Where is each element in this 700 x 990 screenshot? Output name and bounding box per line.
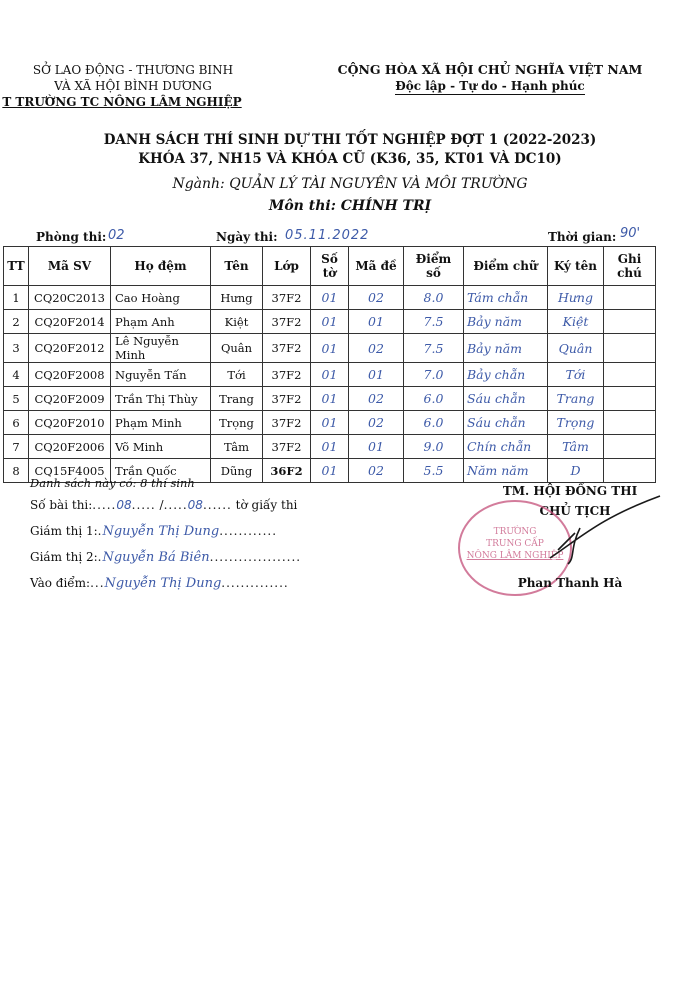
row-ky-ten: Trang — [548, 387, 604, 411]
row-lop: 37F2 — [263, 411, 311, 435]
row-ten: Hưng — [211, 286, 263, 310]
stamp-line-3: NÔNG LÂM NGHIỆP — [466, 551, 564, 561]
row-lop: 37F2 — [263, 286, 311, 310]
table-row — [4, 387, 656, 411]
table-row — [4, 286, 656, 310]
row-diem-chu: Năm năm — [464, 459, 548, 483]
row-diem-so: 6.0 — [404, 411, 464, 435]
room-value: 02 — [108, 228, 125, 243]
row-ten: Tâm — [211, 435, 263, 459]
row-ma-sv: CQ20F2014 — [29, 310, 111, 334]
table-row — [4, 435, 656, 459]
row-ghi-chu — [604, 310, 656, 334]
national-motto-block — [330, 62, 650, 95]
row-lop: 36F2 — [263, 459, 311, 483]
row-ho-dem: Phạm Anh — [111, 310, 211, 334]
row-ma-de: 02 — [349, 286, 404, 310]
proctor-2-line: Giám thị 2:.Nguyễn Bá Biên................... — [30, 550, 302, 565]
row-diem-so: 7.5 — [404, 310, 464, 334]
row-ten: Trọng — [211, 411, 263, 435]
row-ho-dem: Lê Nguyễn Minh — [111, 334, 211, 363]
row-diem-chu: Sáu chẵn — [464, 411, 548, 435]
candidate-table — [3, 246, 656, 483]
signature-title-2: CHỦ TỊCH — [539, 504, 611, 518]
row-ma-de: 01 — [349, 363, 404, 387]
row-lop: 37F2 — [263, 387, 311, 411]
row-ghi-chu — [604, 435, 656, 459]
motto: Độc lập - Tự do - Hạnh phúc — [395, 79, 585, 93]
col-header-lop: Lớp — [263, 247, 311, 286]
date-value: 05.11.2022 — [285, 228, 370, 243]
row-lop: 37F2 — [263, 310, 311, 334]
row-diem-chu: Bảy năm — [464, 334, 548, 363]
doc-title-line-1: DANH SÁCH THÍ SINH DỰ THI TỐT NGHIỆP ĐỢT 1 (2022-2023) — [103, 132, 597, 148]
row-tt: 7 — [4, 435, 29, 459]
paper-count-line: Số bài thi:.....08..... /.....08...... tờ giấy thi — [30, 498, 298, 512]
row-tt: 8 — [4, 459, 29, 483]
row-so-to: 01 — [311, 310, 349, 334]
signature-title-1: TM. HỘI ĐỒNG THI — [502, 484, 638, 498]
room-label: Phòng thi: — [36, 230, 107, 244]
issuer-line-3: T TRƯỜNG TC NÔNG LÂM NGHIỆP — [2, 95, 242, 109]
col-header-ten: Tên — [211, 247, 263, 286]
issuer-line-2: VÀ XÃ HỘI BÌNH DƯƠNG — [54, 79, 212, 93]
row-ten: Trang — [211, 387, 263, 411]
row-ho-dem: Nguyễn Tấn — [111, 363, 211, 387]
row-ky-ten: Hưng — [548, 286, 604, 310]
row-ky-ten: Tâm — [548, 435, 604, 459]
row-ghi-chu — [604, 286, 656, 310]
row-ghi-chu — [604, 387, 656, 411]
row-ghi-chu — [604, 363, 656, 387]
row-tt: 1 — [4, 286, 29, 310]
row-so-to: 01 — [311, 286, 349, 310]
row-ho-dem: Võ Minh — [111, 435, 211, 459]
row-so-to: 01 — [311, 387, 349, 411]
stamp-line-1: TRƯỜNG — [493, 527, 537, 537]
row-ghi-chu — [604, 411, 656, 435]
chairman-name: Phan Thanh Hà — [517, 576, 623, 590]
row-diem-so: 5.5 — [404, 459, 464, 483]
score-entry-name: Nguyễn Thị Dung — [104, 576, 222, 591]
row-diem-so: 7.0 — [404, 363, 464, 387]
row-diem-chu: Bảy năm — [464, 310, 548, 334]
row-ten: Tới — [211, 363, 263, 387]
row-diem-so: 8.0 — [404, 286, 464, 310]
col-header-tt: TT — [4, 247, 29, 286]
table-row — [4, 411, 656, 435]
issuer-block — [2, 62, 248, 110]
duration-label: Thời gian: — [548, 230, 617, 244]
row-diem-chu: Chín chẵn — [464, 435, 548, 459]
proctor-1-label: Giám thị 1: — [30, 524, 98, 538]
col-header-ma-de: Mã đề — [349, 247, 404, 286]
row-diem-so: 6.0 — [404, 387, 464, 411]
row-diem-chu: Bảy chẵn — [464, 363, 548, 387]
duration-value: 90' — [620, 226, 641, 241]
col-header-ghi-chu: Ghi chú — [604, 247, 656, 286]
proctor-1-line: Giám thị 1:.Nguyễn Thị Dung............ — [30, 524, 278, 539]
row-so-to: 01 — [311, 459, 349, 483]
row-ky-ten: Trọng — [548, 411, 604, 435]
row-tt: 2 — [4, 310, 29, 334]
row-diem-chu: Tám chẵn — [464, 286, 548, 310]
row-tt: 6 — [4, 411, 29, 435]
row-ma-de: 02 — [349, 334, 404, 363]
row-ky-ten: D — [548, 459, 604, 483]
national-title: CỘNG HÒA XÃ HỘI CHỦ NGHĨA VIỆT NAM — [337, 62, 643, 77]
chairman-signature — [540, 488, 670, 568]
row-ho-dem: Trần Quốc — [111, 459, 211, 483]
row-ma-sv: CQ20F2006 — [29, 435, 111, 459]
col-header-diem-chu: Điểm chữ — [464, 247, 548, 286]
row-so-to: 01 — [311, 435, 349, 459]
proctor-1-name: Nguyễn Thị Dung — [102, 524, 220, 539]
row-diem-chu: Sáu chẵn — [464, 387, 548, 411]
row-ky-ten: Tới — [548, 363, 604, 387]
row-ten: Dũng — [211, 459, 263, 483]
paper-count-label: Số bài thi: — [30, 498, 93, 512]
subject: Môn thi: CHÍNH TRỊ — [268, 198, 432, 214]
table-header-row — [4, 247, 656, 286]
stamp-line-2: TRUNG CẤP — [486, 539, 544, 549]
row-tt: 4 — [4, 363, 29, 387]
table-row — [4, 334, 656, 363]
col-header-so-to: Số tờ — [311, 247, 349, 286]
sheet-count-value: 08 — [187, 498, 203, 512]
row-tt: 3 — [4, 334, 29, 363]
row-so-to: 01 — [311, 411, 349, 435]
row-ten: Kiệt — [211, 310, 263, 334]
row-diem-so: 7.5 — [404, 334, 464, 363]
row-ma-sv: CQ20F2012 — [29, 334, 111, 363]
score-entry-line: Vào điểm:...Nguyễn Thị Dung.............. — [30, 576, 289, 591]
row-ten: Quân — [211, 334, 263, 363]
col-header-ma-sv: Mã SV — [29, 247, 111, 286]
paper-count-value: 08 — [116, 498, 132, 512]
row-so-to: 01 — [311, 334, 349, 363]
major: Ngành: QUẢN LÝ TÀI NGUYÊN VÀ MÔI TRƯỜNG — [172, 176, 528, 192]
row-lop: 37F2 — [263, 334, 311, 363]
row-ma-sv: CQ15F4005 — [29, 459, 111, 483]
row-ma-de: 02 — [349, 387, 404, 411]
row-lop: 37F2 — [263, 363, 311, 387]
row-ma-sv: CQ20F2008 — [29, 363, 111, 387]
row-ma-de: 01 — [349, 310, 404, 334]
row-ho-dem: Trần Thị Thùy — [111, 387, 211, 411]
col-header-ky-ten: Ký tên — [548, 247, 604, 286]
row-ghi-chu — [604, 459, 656, 483]
date-label: Ngày thi: — [216, 230, 278, 244]
col-header-ho-dem: Họ đệm — [111, 247, 211, 286]
row-ma-sv: CQ20F2009 — [29, 387, 111, 411]
proctor-2-name: Nguyễn Bá Biên — [102, 550, 210, 565]
candidate-count: Danh sách này có: 8 thí sinh — [30, 476, 195, 490]
proctor-2-label: Giám thị 2: — [30, 550, 98, 564]
row-ma-de: 02 — [349, 459, 404, 483]
row-ho-dem: Phạm Minh — [111, 411, 211, 435]
doc-title-line-2: KHÓA 37, NH15 VÀ KHÓA CŨ (K36, 35, KT01 VÀ DC10) — [138, 151, 562, 167]
row-ma-sv: CQ20F2010 — [29, 411, 111, 435]
issuer-line-1: SỞ LAO ĐỘNG - THƯƠNG BINH — [32, 63, 234, 77]
row-ky-ten: Kiệt — [548, 310, 604, 334]
row-lop: 37F2 — [263, 435, 311, 459]
row-ma-sv: CQ20C2013 — [29, 286, 111, 310]
table-row — [4, 310, 656, 334]
row-so-to: 01 — [311, 363, 349, 387]
row-ma-de: 02 — [349, 411, 404, 435]
score-entry-label: Vào điểm: — [30, 576, 91, 590]
row-ma-de: 01 — [349, 435, 404, 459]
row-ho-dem: Cao Hoàng — [111, 286, 211, 310]
row-ghi-chu — [604, 334, 656, 363]
col-header-diem-so: Điểm số — [404, 247, 464, 286]
row-ky-ten: Quân — [548, 334, 604, 363]
row-tt: 5 — [4, 387, 29, 411]
row-diem-so: 9.0 — [404, 435, 464, 459]
table-row — [4, 363, 656, 387]
sheet-count-label: tờ giấy thi — [235, 498, 298, 512]
